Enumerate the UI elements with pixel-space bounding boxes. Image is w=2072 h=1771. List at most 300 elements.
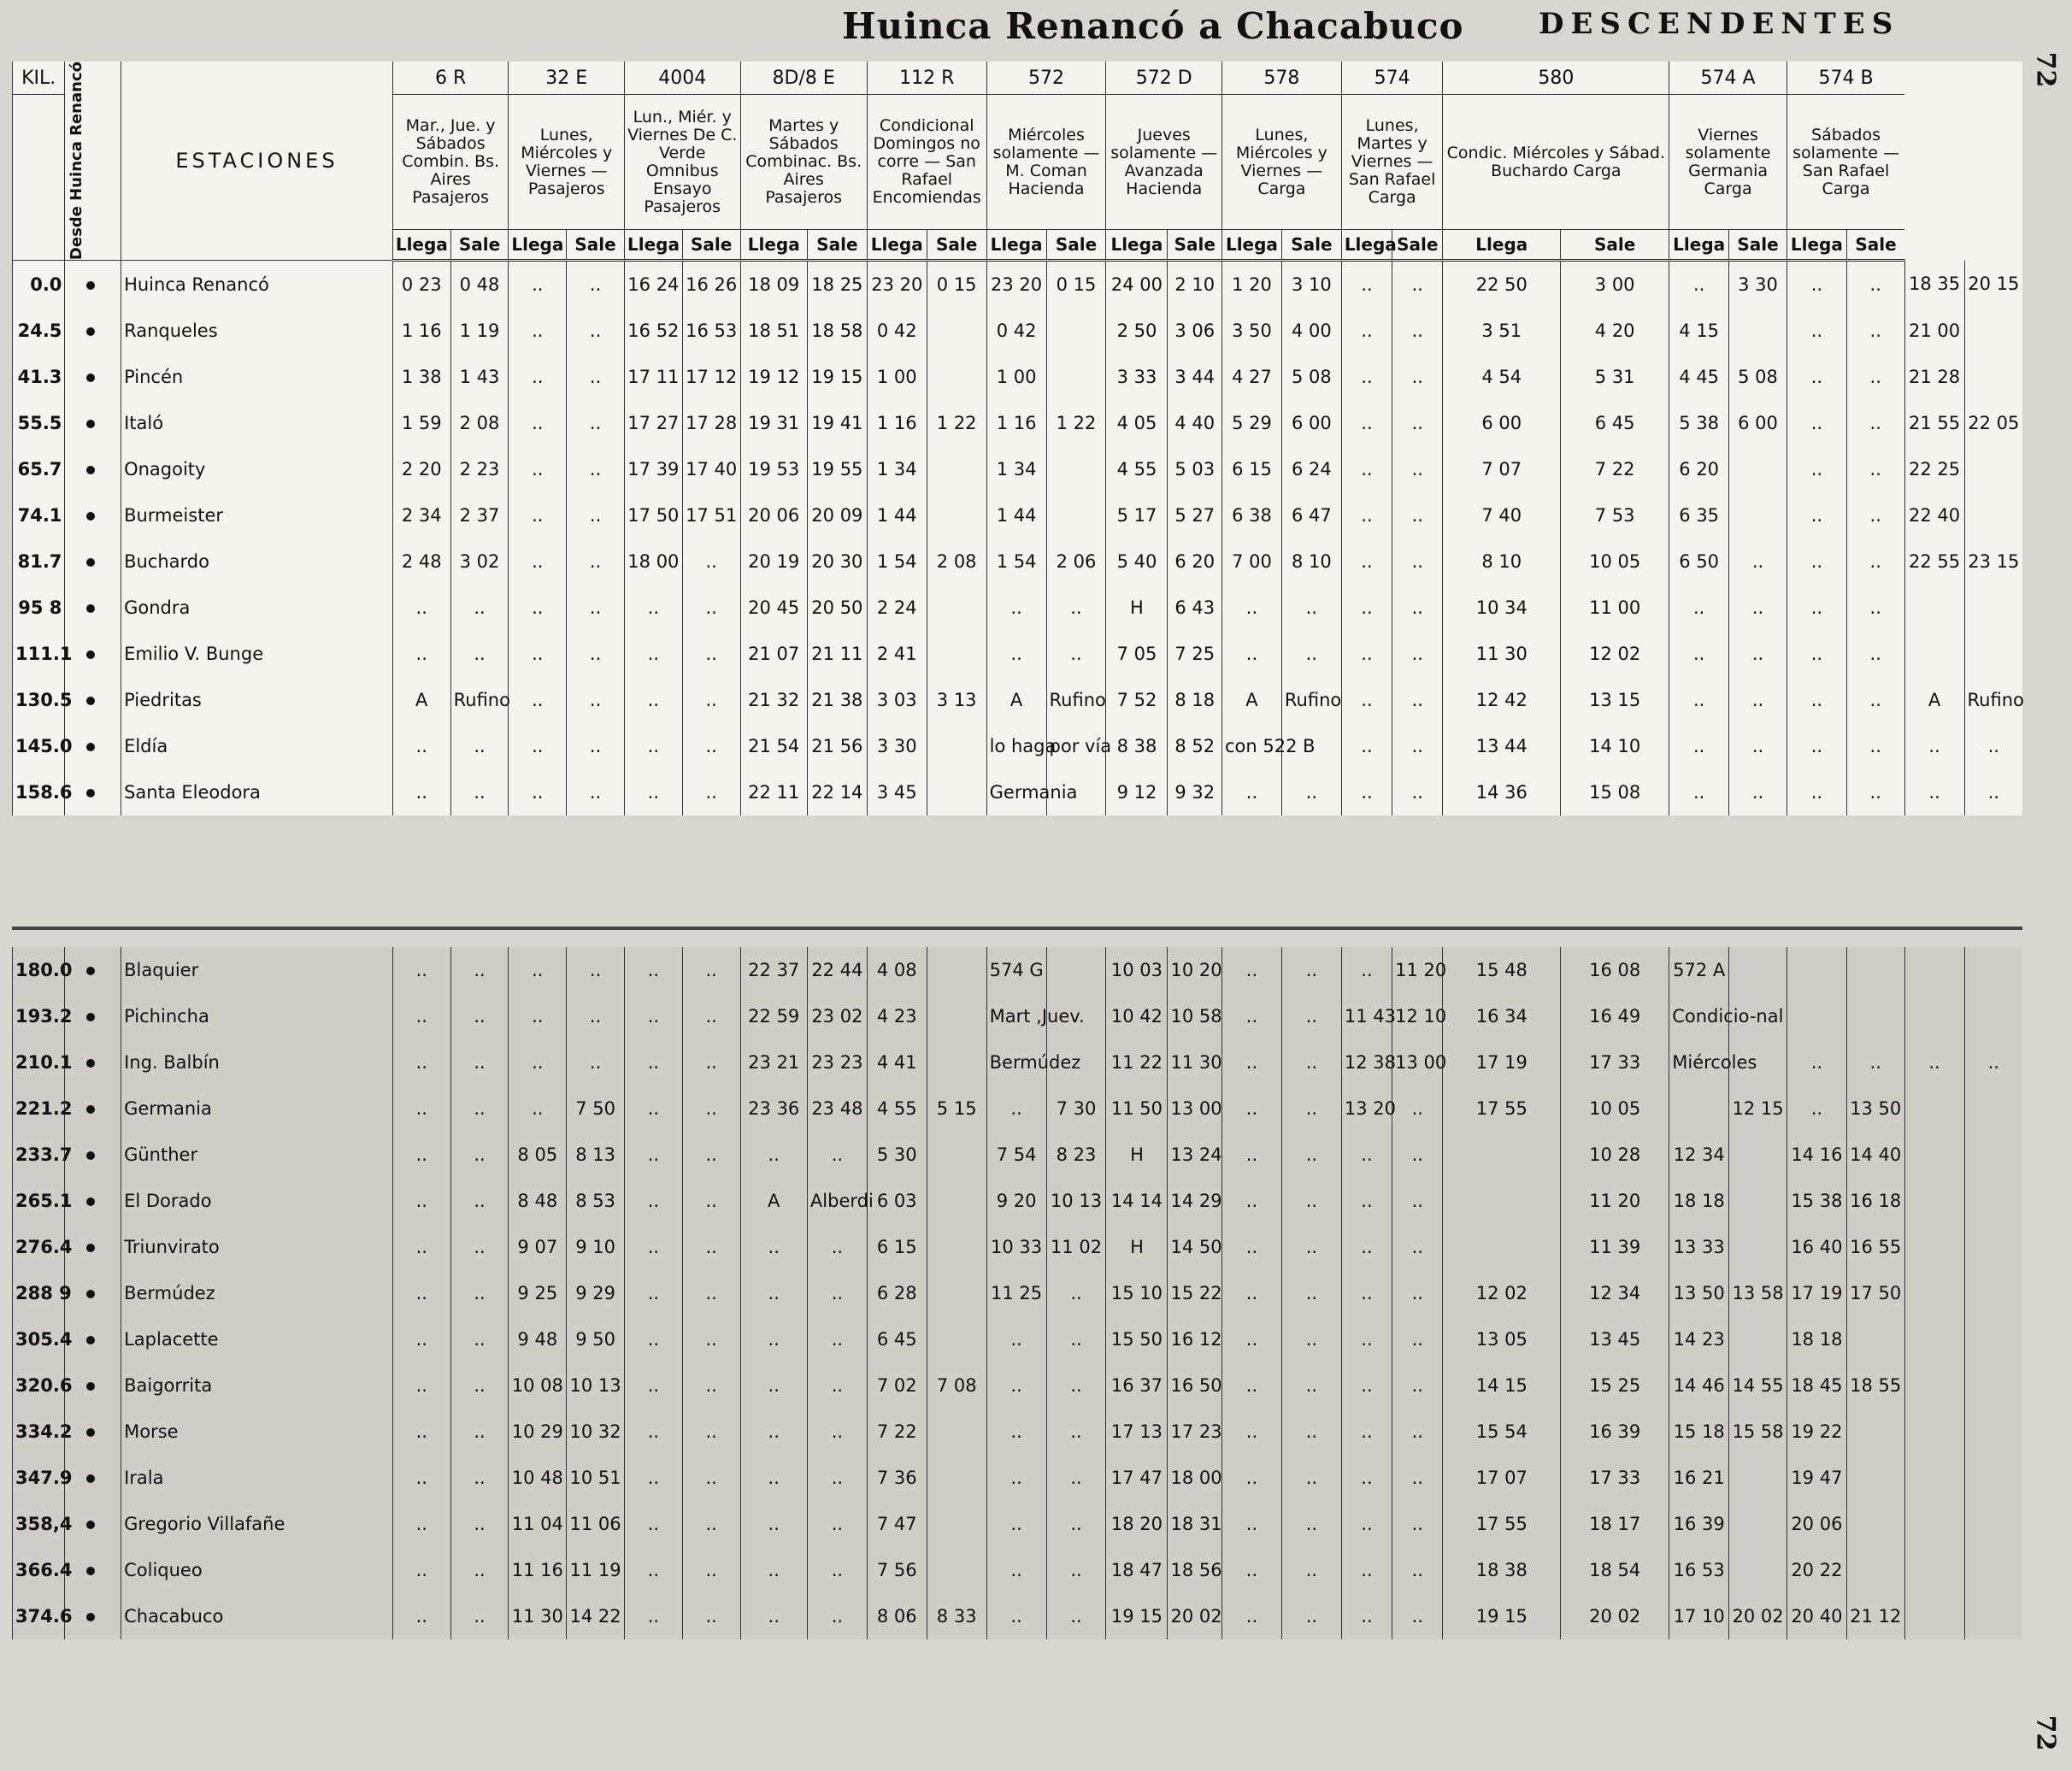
- llega-header: Llega: [1669, 230, 1729, 261]
- km-cell: 305.4: [13, 1316, 65, 1362]
- time-cell: [1964, 1362, 2022, 1409]
- time-cell: ..: [450, 585, 509, 631]
- time-cell: 14 46: [1669, 1362, 1729, 1409]
- time-cell: ..: [986, 1547, 1046, 1593]
- time-cell: [1729, 947, 1787, 993]
- time-cell: ..: [1341, 1270, 1392, 1316]
- time-cell: 21 11: [807, 631, 867, 677]
- time-cell: 20 02: [1561, 1593, 1669, 1639]
- time-cell: 18 58: [807, 308, 867, 354]
- station-name: Onagoity: [121, 446, 393, 492]
- time-cell: ..: [740, 1409, 807, 1455]
- table-row: [13, 1547, 2023, 1593]
- time-cell: 10 13: [567, 1362, 625, 1409]
- time-cell: [927, 1501, 986, 1547]
- time-cell: ..: [624, 1501, 682, 1547]
- time-cell: ..: [682, 1547, 740, 1593]
- time-cell: ..: [450, 1455, 509, 1501]
- time-cell: ..: [1222, 631, 1282, 677]
- time-cell: Rufino: [1281, 677, 1341, 723]
- time-cell: [1964, 1593, 2022, 1639]
- time-cell: ..: [1222, 1316, 1282, 1362]
- time-cell: 18 51: [740, 308, 807, 354]
- time-cell: 4 23: [867, 993, 927, 1039]
- table-row: [13, 1178, 2023, 1224]
- km-cell: 334.2: [13, 1409, 65, 1455]
- time-cell: 20 22: [1787, 1547, 1846, 1593]
- time-cell: 9 50: [567, 1316, 625, 1362]
- time-cell: [1904, 947, 1964, 993]
- time-cell: ..: [392, 723, 450, 769]
- time-cell: [1964, 1224, 2022, 1270]
- time-cell: 1 54: [986, 538, 1046, 585]
- table-row: [13, 1316, 2023, 1362]
- time-cell: [927, 631, 986, 677]
- time-cell: [1846, 947, 1904, 993]
- time-cell: 3 10: [1281, 261, 1341, 309]
- time-cell: 21 07: [740, 631, 807, 677]
- llega-header: Llega: [740, 230, 807, 261]
- timetable-lower: [12, 947, 2022, 1639]
- time-cell: 2 48: [392, 538, 450, 585]
- time-cell: ..: [1846, 446, 1904, 492]
- time-cell: ..: [509, 1039, 567, 1086]
- time-cell: 4 00: [1281, 308, 1341, 354]
- time-cell: 19 55: [807, 446, 867, 492]
- time-cell: ..: [1281, 1409, 1341, 1455]
- time-cell: 10 33: [986, 1224, 1046, 1270]
- time-cell: ..: [567, 492, 625, 538]
- time-cell: [1904, 1547, 1964, 1593]
- sale-header: Sale: [1729, 230, 1787, 261]
- time-cell: [1846, 1409, 1904, 1455]
- time-cell: 23 20: [867, 261, 927, 309]
- time-cell: 13 50: [1846, 1086, 1904, 1132]
- time-cell: 15 54: [1443, 1409, 1561, 1455]
- time-cell: ..: [1846, 769, 1904, 815]
- llega-header: Llega: [1341, 230, 1392, 261]
- time-cell: 5 03: [1168, 446, 1222, 492]
- time-cell: 20 06: [740, 492, 807, 538]
- time-cell: ..: [1787, 538, 1846, 585]
- time-cell: ..: [1787, 631, 1846, 677]
- time-cell: 1 00: [986, 354, 1046, 400]
- table-row: [13, 308, 2023, 354]
- time-cell: [1964, 354, 2022, 400]
- time-cell: 18 25: [807, 261, 867, 309]
- station-marker: [65, 261, 121, 309]
- time-cell: 16 52: [624, 308, 682, 354]
- train-description: Condic. Miércoles y Sábad. Buchardo Carga: [1443, 95, 1669, 230]
- time-cell: 4 27: [1222, 354, 1282, 400]
- time-cell: 3 50: [1222, 308, 1282, 354]
- time-cell: 1 16: [392, 308, 450, 354]
- time-cell: 6 38: [1222, 492, 1282, 538]
- time-cell: 23 21: [740, 1039, 807, 1086]
- time-cell: 18 18: [1669, 1178, 1729, 1224]
- time-cell: 10 58: [1168, 993, 1222, 1039]
- llega-header: Llega: [624, 230, 682, 261]
- station-dot-icon: [86, 604, 95, 613]
- time-cell: 9 12: [1106, 769, 1168, 815]
- time-cell: ..: [1281, 769, 1341, 815]
- time-cell: ..: [1222, 1593, 1282, 1639]
- time-cell: ..: [509, 1086, 567, 1132]
- time-cell: ..: [450, 1178, 509, 1224]
- time-cell: ..: [1046, 1455, 1106, 1501]
- station-marker: [65, 1086, 121, 1132]
- station-name: Italó: [121, 400, 393, 446]
- time-cell: [927, 492, 986, 538]
- time-cell: ..: [682, 1409, 740, 1455]
- time-cell: 15 25: [1561, 1362, 1669, 1409]
- time-cell: ..: [1787, 446, 1846, 492]
- station-dot-icon: [86, 1474, 95, 1483]
- km-cell: 180.0: [13, 947, 65, 993]
- station-marker: [65, 1270, 121, 1316]
- time-cell: ..: [1392, 308, 1443, 354]
- time-cell: [1729, 1455, 1787, 1501]
- time-cell: 11 19: [567, 1547, 625, 1593]
- time-cell: ..: [1787, 1086, 1846, 1132]
- km-cell: 233.7: [13, 1132, 65, 1178]
- time-cell: ..: [1787, 261, 1846, 309]
- station-name: Eldía: [121, 723, 393, 769]
- time-cell: ..: [509, 677, 567, 723]
- km-cell: 374.6: [13, 1593, 65, 1639]
- time-cell: [1964, 1178, 2022, 1224]
- time-cell: [927, 1316, 986, 1362]
- time-cell: [1046, 354, 1106, 400]
- station-marker: [65, 947, 121, 993]
- time-cell: 1 34: [867, 446, 927, 492]
- desde-label: Desde Huinca Renancó: [68, 62, 86, 261]
- station-marker: [65, 1455, 121, 1501]
- time-cell: [1904, 1224, 1964, 1270]
- time-cell: 0 15: [1046, 261, 1106, 309]
- time-cell: 6 20: [1168, 538, 1222, 585]
- time-cell: ..: [1281, 993, 1341, 1039]
- time-cell: H: [1106, 1132, 1168, 1178]
- sale-header: Sale: [1392, 230, 1443, 261]
- time-cell: ..: [682, 1455, 740, 1501]
- station-marker: [65, 1039, 121, 1086]
- time-cell: A: [1904, 677, 1964, 723]
- km-cell: 210.1: [13, 1039, 65, 1086]
- llega-header: Llega: [1222, 230, 1282, 261]
- time-cell: [1729, 1547, 1787, 1593]
- time-cell: 17 12: [682, 354, 740, 400]
- time-cell: 24 00: [1106, 261, 1168, 309]
- time-cell: [1964, 1086, 2022, 1132]
- station-dot-icon: [86, 697, 95, 705]
- time-cell: ..: [1392, 1178, 1443, 1224]
- station-dot-icon: [86, 789, 95, 797]
- time-cell: 3 45: [867, 769, 927, 815]
- time-cell: ..: [1392, 538, 1443, 585]
- station-dot-icon: [86, 1197, 95, 1206]
- time-cell: 18 17: [1561, 1501, 1669, 1547]
- train-number: 574 B: [1787, 62, 1904, 95]
- station-marker: [65, 1593, 121, 1639]
- time-cell: ..: [1669, 677, 1729, 723]
- station-marker: [65, 585, 121, 631]
- time-cell: 6 35: [1669, 492, 1729, 538]
- time-cell: ..: [1392, 1316, 1443, 1362]
- train-description: Lun., Miér. y Viernes De C. Verde Omnibus Ensayo Pasajeros: [624, 95, 740, 230]
- km-cell: 145.0: [13, 723, 65, 769]
- time-cell: 7 53: [1561, 492, 1669, 538]
- time-cell: 21 28: [1904, 354, 1964, 400]
- time-cell: 10 28: [1561, 1132, 1669, 1178]
- time-cell: 1 22: [927, 400, 986, 446]
- time-cell: 2 23: [450, 446, 509, 492]
- station-marker: [65, 1362, 121, 1409]
- time-cell: [1846, 1547, 1904, 1593]
- station-dot-icon: [86, 1428, 95, 1437]
- time-cell: ..: [1222, 1224, 1282, 1270]
- time-cell: 23 36: [740, 1086, 807, 1132]
- time-cell: 17 27: [624, 400, 682, 446]
- station-name: Germania: [121, 1086, 393, 1132]
- time-cell: ..: [392, 1593, 450, 1639]
- time-cell: [1904, 1455, 1964, 1501]
- time-cell: [1904, 1593, 1964, 1639]
- station-name: Pichincha: [121, 993, 393, 1039]
- time-cell: ..: [509, 631, 567, 677]
- time-cell: ..: [682, 947, 740, 993]
- time-cell: ..: [1341, 631, 1392, 677]
- station-dot-icon: [86, 1567, 95, 1575]
- time-cell: 21 38: [807, 677, 867, 723]
- time-cell: ..: [1392, 723, 1443, 769]
- time-cell: ..: [567, 993, 625, 1039]
- time-cell: ..: [624, 1362, 682, 1409]
- time-cell: [1964, 1270, 2022, 1316]
- time-cell: ..: [392, 1132, 450, 1178]
- time-cell: 15 38: [1787, 1178, 1846, 1224]
- time-cell: ..: [450, 769, 509, 815]
- time-cell: 23 15: [1964, 538, 2022, 585]
- time-cell: ..: [807, 1593, 867, 1639]
- station-marker: [65, 538, 121, 585]
- time-cell: ..: [624, 947, 682, 993]
- time-cell: 9 20: [986, 1178, 1046, 1224]
- time-cell: 9 29: [567, 1270, 625, 1316]
- time-cell: ..: [509, 400, 567, 446]
- station-dot-icon: [86, 1151, 95, 1160]
- time-cell: 3 30: [867, 723, 927, 769]
- time-cell: [927, 1547, 986, 1593]
- time-cell: ..: [567, 947, 625, 993]
- time-cell: [927, 1270, 986, 1316]
- time-cell: 12 10: [1392, 993, 1443, 1039]
- station-marker: [65, 1316, 121, 1362]
- time-cell: 16 49: [1561, 993, 1669, 1039]
- time-cell: 11 43: [1341, 993, 1392, 1039]
- time-cell: 1 34: [986, 446, 1046, 492]
- time-cell: ..: [1281, 1362, 1341, 1409]
- time-cell: ..: [986, 1362, 1046, 1409]
- time-cell: 10 32: [567, 1409, 625, 1455]
- time-cell: 18 54: [1561, 1547, 1669, 1593]
- time-cell: 1 38: [392, 354, 450, 400]
- time-cell: ..: [567, 723, 625, 769]
- time-cell: 1 22: [1046, 400, 1106, 446]
- station-name: Triunvirato: [121, 1224, 393, 1270]
- time-cell: ..: [1787, 769, 1846, 815]
- time-cell: ..: [1729, 769, 1787, 815]
- time-cell: 16 40: [1787, 1224, 1846, 1270]
- time-cell: ..: [450, 1086, 509, 1132]
- time-cell: ..: [1846, 492, 1904, 538]
- time-cell: Mart ,Juev.: [986, 993, 1046, 1039]
- table-row: [13, 1224, 2023, 1270]
- time-cell: ..: [392, 1362, 450, 1409]
- time-cell: 22 40: [1904, 492, 1964, 538]
- time-cell: 6 47: [1281, 492, 1341, 538]
- time-cell: ..: [1222, 1362, 1282, 1409]
- time-cell: 18 09: [740, 261, 807, 309]
- time-cell: 9 10: [567, 1224, 625, 1270]
- time-cell: 10 20: [1168, 947, 1222, 993]
- station-marker: [65, 400, 121, 446]
- km-cell: 288 9: [13, 1270, 65, 1316]
- km-cell: 276.4: [13, 1224, 65, 1270]
- sale-header: Sale: [807, 230, 867, 261]
- time-cell: ..: [624, 631, 682, 677]
- time-cell: 0 42: [986, 308, 1046, 354]
- sale-header: Sale: [1846, 230, 1904, 261]
- station-name: Ing. Balbín: [121, 1039, 393, 1086]
- km-cell: 74.1: [13, 492, 65, 538]
- time-cell: 6 24: [1281, 446, 1341, 492]
- station-marker: [65, 1132, 121, 1178]
- time-cell: ..: [567, 1039, 625, 1086]
- station-name: Huinca Renancó: [121, 261, 393, 309]
- station-marker: [65, 769, 121, 815]
- time-cell: [1964, 585, 2022, 631]
- time-cell: 20 15: [1964, 261, 2022, 309]
- time-cell: ..: [392, 769, 450, 815]
- time-cell: ..: [1341, 1178, 1392, 1224]
- time-cell: [1964, 947, 2022, 993]
- time-cell: ..: [682, 1270, 740, 1316]
- time-cell: [1964, 631, 2022, 677]
- time-cell: 8 10: [1443, 538, 1561, 585]
- time-cell: 5 29: [1222, 400, 1282, 446]
- sale-header: Sale: [1561, 230, 1669, 261]
- time-cell: 6 43: [1168, 585, 1222, 631]
- time-cell: [927, 1224, 986, 1270]
- station-name: Coliqueo: [121, 1547, 393, 1593]
- time-cell: [1904, 1409, 1964, 1455]
- time-cell: ..: [1846, 677, 1904, 723]
- timetable-upper: [12, 62, 2022, 815]
- time-cell: ..: [1392, 631, 1443, 677]
- time-cell: ..: [682, 1178, 740, 1224]
- time-cell: 14 50: [1168, 1224, 1222, 1270]
- time-cell: ..: [1729, 723, 1787, 769]
- time-cell: [1443, 1178, 1561, 1224]
- time-cell: 11 02: [1046, 1224, 1106, 1270]
- time-cell: [927, 1455, 986, 1501]
- time-cell: ..: [567, 585, 625, 631]
- sale-header: Sale: [567, 230, 625, 261]
- time-cell: 14 29: [1168, 1178, 1222, 1224]
- time-cell: ..: [450, 1547, 509, 1593]
- time-cell: ..: [807, 1362, 867, 1409]
- time-cell: ..: [1222, 1455, 1282, 1501]
- time-cell: 2 20: [392, 446, 450, 492]
- time-cell: 18 56: [1168, 1547, 1222, 1593]
- time-cell: 3 30: [1729, 261, 1787, 309]
- time-cell: [1443, 1132, 1561, 1178]
- time-cell: 8 18: [1168, 677, 1222, 723]
- time-cell: 5 27: [1168, 492, 1222, 538]
- station-name: Gregorio Villafañe: [121, 1501, 393, 1547]
- time-cell: [1964, 1316, 2022, 1362]
- time-cell: [1846, 1501, 1904, 1547]
- sale-header: Sale: [682, 230, 740, 261]
- time-cell: [1964, 1409, 2022, 1455]
- time-cell: 14 14: [1106, 1178, 1168, 1224]
- time-cell: ..: [450, 1224, 509, 1270]
- time-cell: ..: [392, 993, 450, 1039]
- train-description: Lunes, Miércoles y Viernes — Carga: [1222, 95, 1342, 230]
- time-cell: ..: [1392, 1547, 1443, 1593]
- time-cell: ..: [1046, 631, 1106, 677]
- time-cell: 13 58: [1729, 1270, 1787, 1316]
- time-cell: ..: [682, 631, 740, 677]
- time-cell: 13 33: [1669, 1224, 1729, 1270]
- time-cell: [1904, 1178, 1964, 1224]
- sale-header: Sale: [927, 230, 986, 261]
- train-description: Lunes, Martes y Viernes — San Rafael Carga: [1341, 95, 1443, 230]
- time-cell: 7 47: [867, 1501, 927, 1547]
- time-cell: ..: [1846, 354, 1904, 400]
- time-cell: ..: [1222, 993, 1282, 1039]
- llega-header: Llega: [1787, 230, 1846, 261]
- time-cell: 3 13: [927, 677, 986, 723]
- train-number: 572 D: [1106, 62, 1222, 95]
- table-row: [13, 1501, 2023, 1547]
- time-cell: 9 48: [509, 1316, 567, 1362]
- time-cell: ..: [1341, 1593, 1392, 1639]
- time-cell: 9 32: [1168, 769, 1222, 815]
- time-cell: ..: [1281, 1270, 1341, 1316]
- time-cell: ..: [1846, 1039, 1904, 1086]
- time-cell: 17 50: [1846, 1270, 1904, 1316]
- time-cell: 1 19: [450, 308, 509, 354]
- train-number: 6 R: [392, 62, 509, 95]
- time-cell: ..: [740, 1362, 807, 1409]
- time-cell: ..: [1669, 631, 1729, 677]
- time-cell: [1669, 1086, 1729, 1132]
- time-cell: ..: [392, 1178, 450, 1224]
- time-cell: 17 55: [1443, 1086, 1561, 1132]
- station-name: Piedritas: [121, 677, 393, 723]
- llega-header: Llega: [867, 230, 927, 261]
- km-cell: 24.5: [13, 308, 65, 354]
- time-cell: 15 48: [1443, 947, 1561, 993]
- time-cell: ..: [1729, 631, 1787, 677]
- km-cell: 193.2: [13, 993, 65, 1039]
- time-cell: 10 34: [1443, 585, 1561, 631]
- time-cell: 14 55: [1729, 1362, 1787, 1409]
- time-cell: ..: [1281, 1132, 1341, 1178]
- train-description: Jueves solamente — Avanzada Hacienda: [1106, 95, 1222, 230]
